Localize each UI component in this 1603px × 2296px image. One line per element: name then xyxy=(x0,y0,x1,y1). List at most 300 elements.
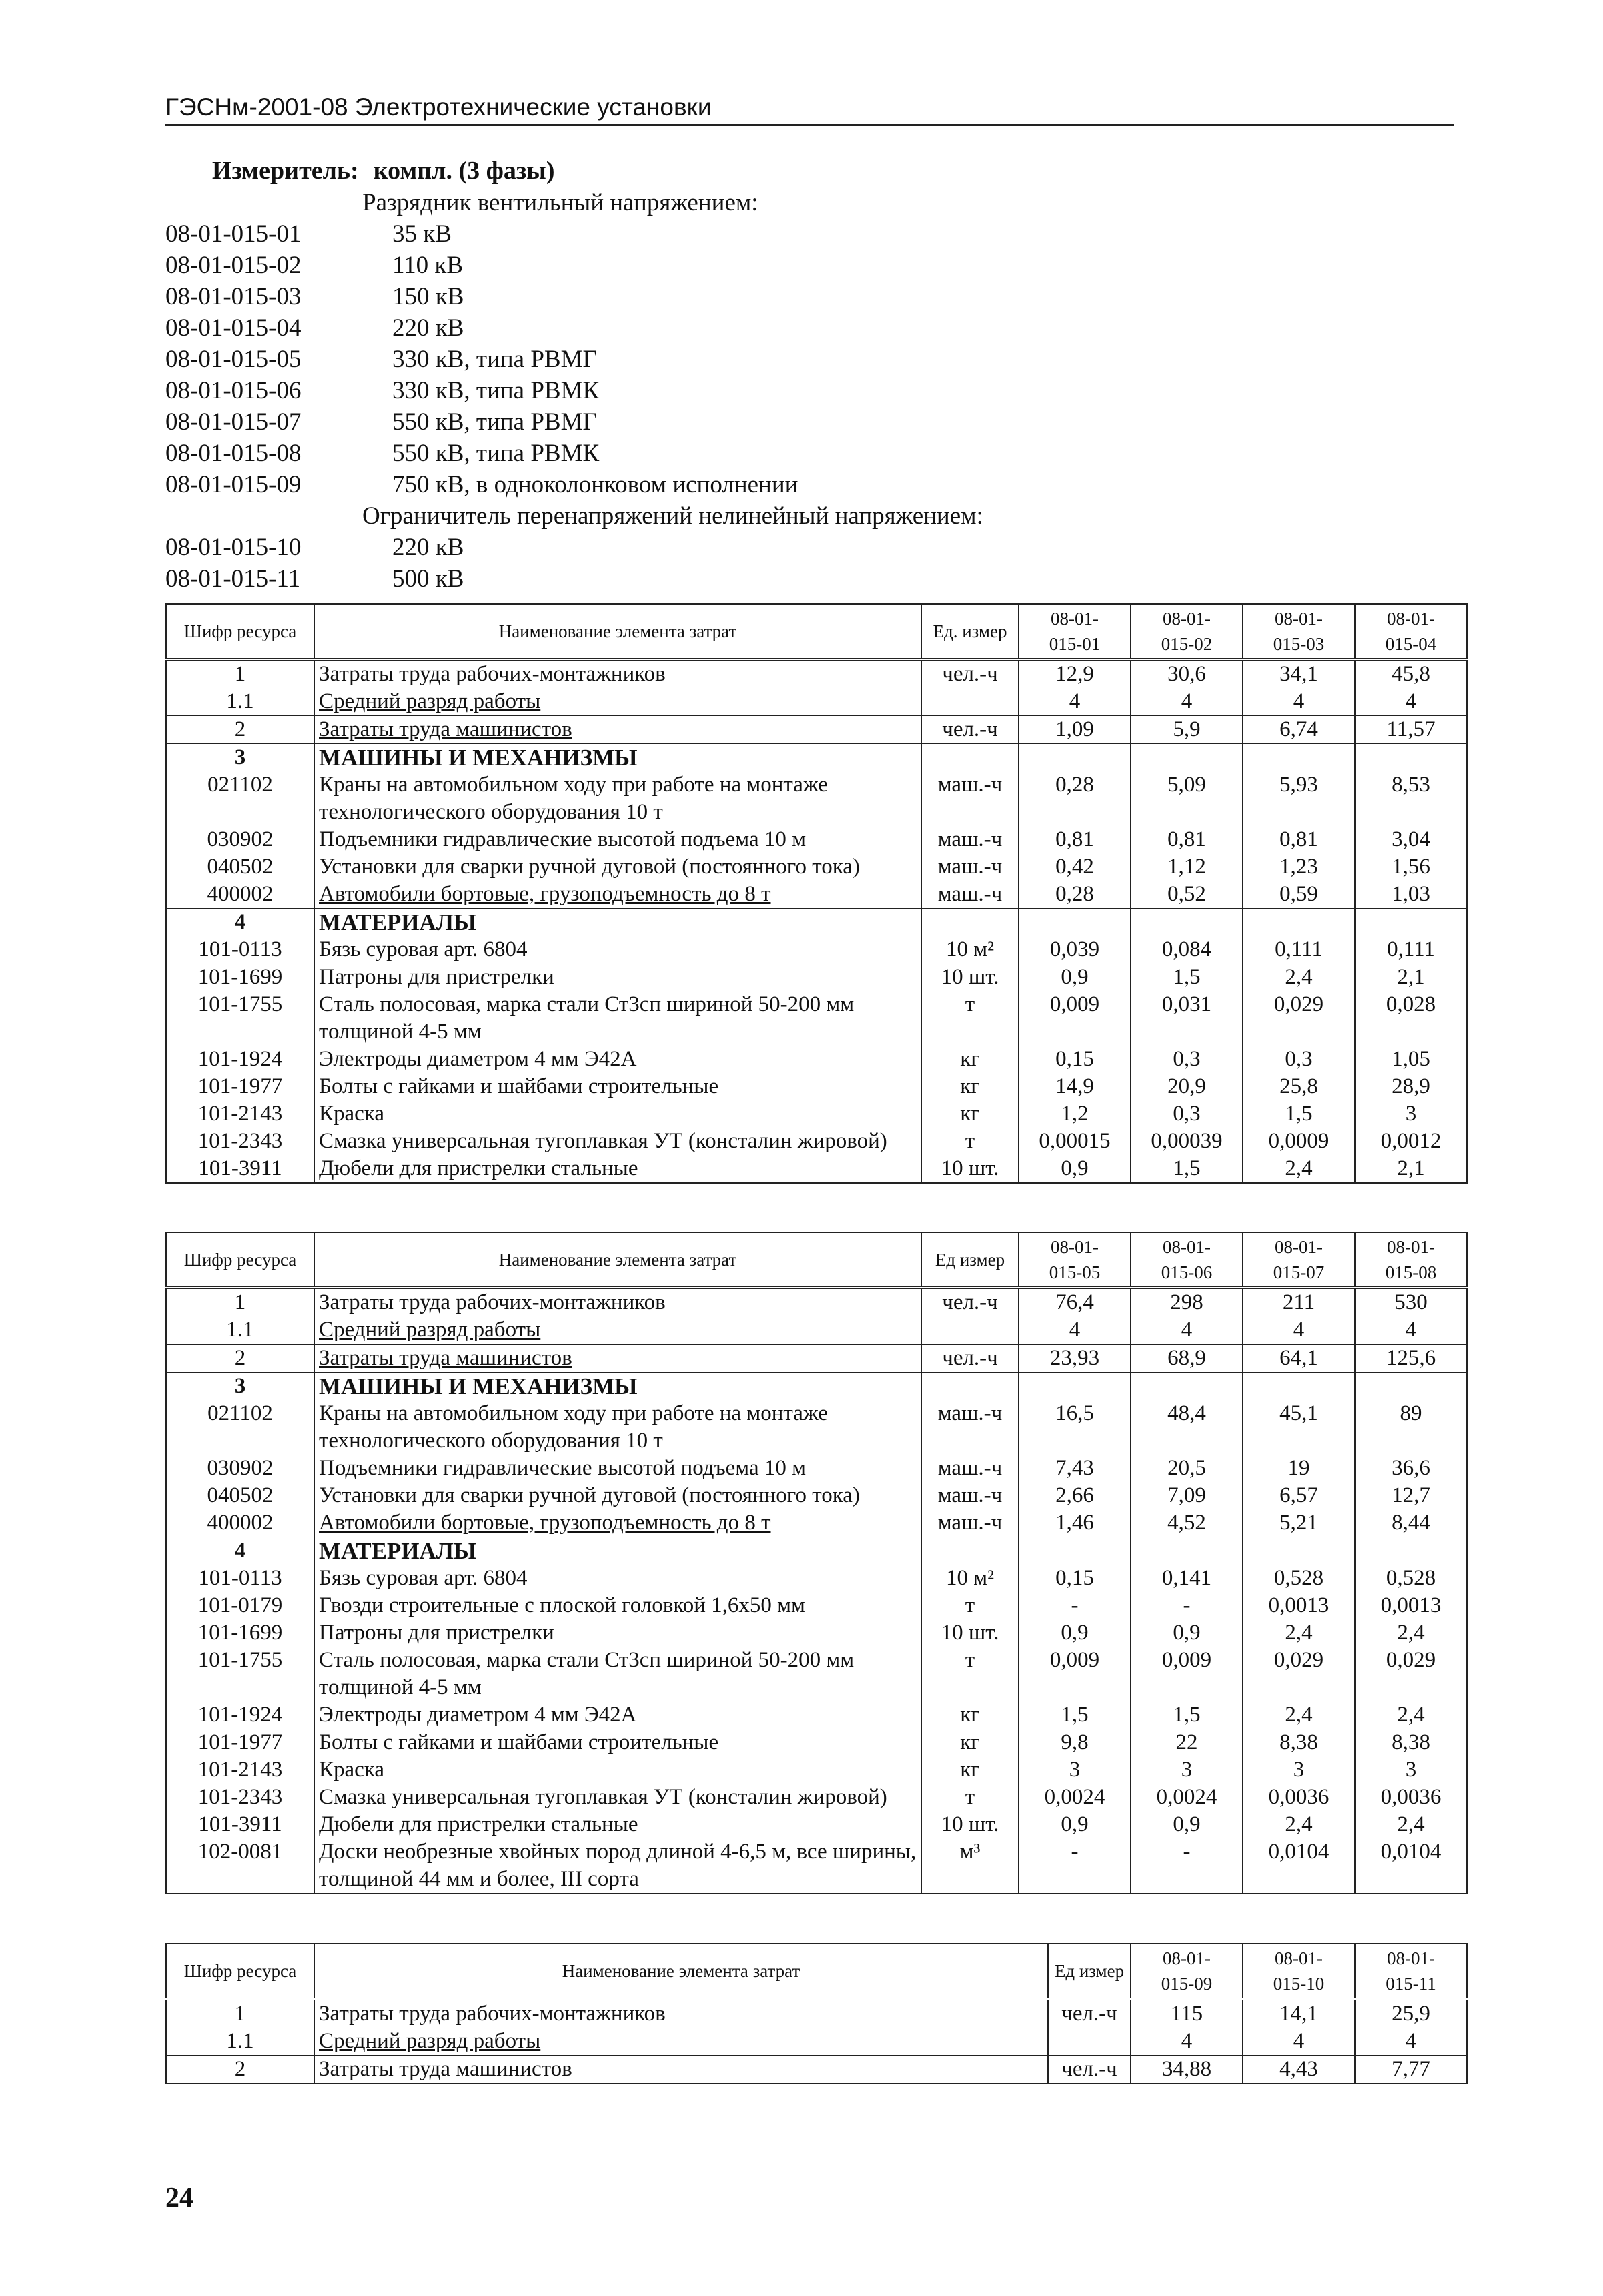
resource-code: 101-2343 xyxy=(166,1128,314,1155)
value-cell xyxy=(1131,1537,1243,1565)
page-header xyxy=(165,93,1454,126)
value-cell: 0,029 xyxy=(1355,1647,1467,1701)
value-cell: 0,3 xyxy=(1243,1046,1355,1073)
unit: кг xyxy=(921,1729,1019,1756)
column-header: 08-01- 015-04 xyxy=(1355,604,1467,659)
resource-code: 040502 xyxy=(166,853,314,881)
value-cell: 0,0036 xyxy=(1355,1784,1467,1811)
item-text: 150 кВ xyxy=(392,283,464,310)
column-header: 08-01- 015-07 xyxy=(1243,1232,1355,1288)
value-cell xyxy=(1243,909,1355,937)
value-cell: 1,03 xyxy=(1355,881,1467,909)
value-cell: 4 xyxy=(1355,2028,1467,2056)
item-text: 750 кВ, в одноколонковом исполнении xyxy=(392,471,798,498)
value-cell: 3 xyxy=(1019,1756,1131,1784)
unit: кг xyxy=(921,1073,1019,1100)
resource-code: 101-3911 xyxy=(166,1811,314,1838)
resource-table-3 xyxy=(165,1943,1468,2084)
value-cell xyxy=(1019,909,1131,937)
value-cell: 30,6 xyxy=(1131,659,1243,688)
value-cell: 7,77 xyxy=(1355,2056,1467,2084)
value-cell: 0,52 xyxy=(1131,881,1243,909)
cost-element-name: Средний разряд работы xyxy=(314,2028,1048,2056)
item-text: 220 кВ xyxy=(392,534,464,561)
unit xyxy=(921,744,1019,772)
value-cell: 7,43 xyxy=(1019,1455,1131,1482)
value-cell: 0,111 xyxy=(1243,936,1355,964)
unit: кг xyxy=(921,1756,1019,1784)
column-header: 08-01- 015-08 xyxy=(1355,1232,1467,1288)
value-cell: 0,084 xyxy=(1131,936,1243,964)
table-row xyxy=(166,1100,1467,1128)
value-cell: 8,53 xyxy=(1355,771,1467,826)
value-cell: - xyxy=(1131,1838,1243,1894)
column-header: 08-01- 015-02 xyxy=(1131,604,1243,659)
item-text: 220 кВ xyxy=(392,314,464,342)
column-header: Наименование элемента затрат xyxy=(314,604,921,659)
resource-code: 400002 xyxy=(166,881,314,909)
unit xyxy=(921,1316,1019,1345)
value-cell: 8,38 xyxy=(1243,1729,1355,1756)
cost-element-name: Сталь полосовая, марка стали Ст3сп шириной 50-200 мм толщиной 4-5 мм xyxy=(314,1647,921,1701)
value-cell: 4 xyxy=(1355,1316,1467,1345)
unit: т xyxy=(921,1592,1019,1619)
value-cell: 0,141 xyxy=(1131,1565,1243,1592)
value-cell: 0,029 xyxy=(1243,991,1355,1046)
table-row xyxy=(166,1288,1467,1316)
value-cell: 4,52 xyxy=(1131,1509,1243,1537)
table-row xyxy=(166,1784,1467,1811)
table-row xyxy=(166,1756,1467,1784)
column-header: Ед измер xyxy=(1048,1944,1131,1999)
table-row xyxy=(166,716,1467,744)
value-cell: 125,6 xyxy=(1355,1345,1467,1373)
item-code: 08-01-015-04 xyxy=(165,314,302,342)
resource-code: 101-2143 xyxy=(166,1100,314,1128)
measure-line xyxy=(212,156,554,185)
value-cell: 1,12 xyxy=(1131,853,1243,881)
value-cell xyxy=(1243,1373,1355,1401)
value-cell: 5,93 xyxy=(1243,771,1355,826)
cost-element-name: Затраты труда рабочих-монтажников xyxy=(314,659,921,688)
column-header: Шифр ресурса xyxy=(166,1232,314,1288)
column-header: Шифр ресурса xyxy=(166,1944,314,1999)
unit: т xyxy=(921,1647,1019,1701)
table-row xyxy=(166,1073,1467,1100)
value-cell: 9,8 xyxy=(1019,1729,1131,1756)
value-cell xyxy=(1243,1537,1355,1565)
resource-code: 101-1699 xyxy=(166,964,314,991)
unit: кг xyxy=(921,1701,1019,1729)
value-cell: 4 xyxy=(1131,2028,1243,2056)
cost-element-name: Средний разряд работы xyxy=(314,1316,921,1345)
unit xyxy=(921,688,1019,716)
value-cell: 0,15 xyxy=(1019,1046,1131,1073)
value-cell: 0,028 xyxy=(1355,991,1467,1046)
cost-element-name: Затраты труда рабочих-монтажников xyxy=(314,1288,921,1316)
value-cell: 4,43 xyxy=(1243,2056,1355,2084)
value-cell: 4 xyxy=(1355,688,1467,716)
value-cell: 0,28 xyxy=(1019,771,1131,826)
resource-table-2 xyxy=(165,1232,1468,1894)
resource-code: 101-1755 xyxy=(166,1647,314,1701)
cost-element-name: МАТЕРИАЛЫ xyxy=(314,1537,921,1565)
item-text: 550 кВ, типа РВМГ xyxy=(392,408,597,436)
value-cell: 2,1 xyxy=(1355,1155,1467,1183)
table-row xyxy=(166,1345,1467,1373)
value-cell: 0,81 xyxy=(1131,826,1243,853)
value-cell: 2,4 xyxy=(1243,1811,1355,1838)
table-row xyxy=(166,1373,1467,1401)
item-code: 08-01-015-10 xyxy=(165,534,302,561)
unit: м³ xyxy=(921,1838,1019,1894)
table-row xyxy=(166,853,1467,881)
value-cell xyxy=(1355,744,1467,772)
cost-element-name: Подъемники гидравлические высотой подъема 10 м xyxy=(314,1455,921,1482)
value-cell: 0,9 xyxy=(1131,1619,1243,1647)
resource-code: 040502 xyxy=(166,1482,314,1509)
table-row xyxy=(166,1592,1467,1619)
resource-code: 101-1977 xyxy=(166,1073,314,1100)
cost-element-name: Патроны для пристрелки xyxy=(314,964,921,991)
value-cell: 25,8 xyxy=(1243,1073,1355,1100)
value-cell: 6,57 xyxy=(1243,1482,1355,1509)
value-cell: 1,5 xyxy=(1131,964,1243,991)
resource-code: 021102 xyxy=(166,771,314,826)
column-header: 08-01- 015-03 xyxy=(1243,604,1355,659)
cost-element-name: Затраты труда машинистов xyxy=(314,2056,1048,2084)
value-cell: 14,9 xyxy=(1019,1073,1131,1100)
cost-element-name: Краны на автомобильном ходу при работе на монтаже технологического оборудования 10 т xyxy=(314,771,921,826)
cost-element-name: Гвозди строительные с плоской головкой 1,6х50 мм xyxy=(314,1592,921,1619)
value-cell: 0,9 xyxy=(1019,964,1131,991)
value-cell: 0,0104 xyxy=(1355,1838,1467,1894)
value-cell: 2,4 xyxy=(1243,1619,1355,1647)
value-cell: 45,1 xyxy=(1243,1400,1355,1455)
value-cell: 4 xyxy=(1243,1316,1355,1345)
resource-code: 101-0179 xyxy=(166,1592,314,1619)
cost-element-name: Краска xyxy=(314,1756,921,1784)
table-row xyxy=(166,1647,1467,1701)
value-cell: 20,9 xyxy=(1131,1073,1243,1100)
value-cell: 3 xyxy=(1355,1100,1467,1128)
table-row xyxy=(166,1565,1467,1592)
value-cell: 0,3 xyxy=(1131,1046,1243,1073)
cost-element-name: Сталь полосовая, марка стали Ст3сп шириной 50-200 мм толщиной 4-5 мм xyxy=(314,991,921,1046)
unit: маш.-ч xyxy=(921,1455,1019,1482)
table-row xyxy=(166,881,1467,909)
value-cell: 0,9 xyxy=(1019,1155,1131,1183)
table-row xyxy=(166,936,1467,964)
unit: маш.-ч xyxy=(921,1509,1019,1537)
value-cell: 3 xyxy=(1355,1756,1467,1784)
value-cell: 12,7 xyxy=(1355,1482,1467,1509)
value-cell: 6,74 xyxy=(1243,716,1355,744)
value-cell: 0,9 xyxy=(1019,1811,1131,1838)
value-cell: 0,9 xyxy=(1131,1811,1243,1838)
value-cell: 1,5 xyxy=(1131,1701,1243,1729)
resource-code: 1 xyxy=(166,1288,314,1316)
value-cell: 0,0013 xyxy=(1355,1592,1467,1619)
item-code: 08-01-015-01 xyxy=(165,220,302,248)
value-cell: 0,0036 xyxy=(1243,1784,1355,1811)
table-row xyxy=(166,1838,1467,1894)
resource-code: 030902 xyxy=(166,826,314,853)
resource-code: 2 xyxy=(166,2056,314,2084)
value-cell: 34,1 xyxy=(1243,659,1355,688)
resource-code: 101-1924 xyxy=(166,1701,314,1729)
unit xyxy=(921,909,1019,937)
table-row xyxy=(166,688,1467,716)
value-cell: 19 xyxy=(1243,1455,1355,1482)
value-cell: 0,9 xyxy=(1019,1619,1131,1647)
table-row xyxy=(166,2028,1467,2056)
table-row xyxy=(166,659,1467,688)
resource-code: 1.1 xyxy=(166,1316,314,1345)
table-row xyxy=(166,1701,1467,1729)
unit: чел.-ч xyxy=(921,716,1019,744)
value-cell: 0,0024 xyxy=(1019,1784,1131,1811)
value-cell: 22 xyxy=(1131,1729,1243,1756)
table-row xyxy=(166,1999,1467,2028)
item-code: 08-01-015-02 xyxy=(165,252,302,279)
value-cell: 0,111 xyxy=(1355,936,1467,964)
resource-code: 4 xyxy=(166,909,314,937)
item-text: 330 кВ, типа РВМГ xyxy=(392,346,597,373)
value-cell: 4 xyxy=(1131,688,1243,716)
value-cell: 1,5 xyxy=(1131,1155,1243,1183)
unit: маш.-ч xyxy=(921,881,1019,909)
unit: 10 шт. xyxy=(921,1155,1019,1183)
table-header-row xyxy=(166,1232,1467,1288)
value-cell xyxy=(1131,744,1243,772)
value-cell: 1,46 xyxy=(1019,1509,1131,1537)
value-cell: 0,42 xyxy=(1019,853,1131,881)
column-header: Ед. измер xyxy=(921,604,1019,659)
table-row xyxy=(166,1128,1467,1155)
table-row xyxy=(166,771,1467,826)
value-cell: 4 xyxy=(1019,688,1131,716)
resource-code: 101-0113 xyxy=(166,936,314,964)
value-cell: 3 xyxy=(1131,1756,1243,1784)
value-cell: 0,528 xyxy=(1243,1565,1355,1592)
value-cell: 1,05 xyxy=(1355,1046,1467,1073)
value-cell: 2,4 xyxy=(1243,1155,1355,1183)
value-cell: 298 xyxy=(1131,1288,1243,1316)
item-code: 08-01-015-05 xyxy=(165,346,302,373)
unit: 10 шт. xyxy=(921,964,1019,991)
value-cell: 36,6 xyxy=(1355,1455,1467,1482)
unit: 10 м² xyxy=(921,1565,1019,1592)
resource-code: 3 xyxy=(166,1373,314,1401)
value-cell: 23,93 xyxy=(1019,1345,1131,1373)
resource-code: 1.1 xyxy=(166,2028,314,2056)
value-cell: 5,9 xyxy=(1131,716,1243,744)
value-cell xyxy=(1131,1373,1243,1401)
cost-element-name: Автомобили бортовые, грузоподъемность до 8 т xyxy=(314,881,921,909)
cost-element-name: Патроны для пристрелки xyxy=(314,1619,921,1647)
value-cell: 1,09 xyxy=(1019,716,1131,744)
value-cell: 3,04 xyxy=(1355,826,1467,853)
table-row xyxy=(166,2056,1467,2084)
resource-code: 101-1924 xyxy=(166,1046,314,1073)
unit: кг xyxy=(921,1046,1019,1073)
unit: чел.-ч xyxy=(1048,1999,1131,2028)
value-cell: 0,28 xyxy=(1019,881,1131,909)
resource-code: 2 xyxy=(166,716,314,744)
value-cell xyxy=(1355,1537,1467,1565)
unit: маш.-ч xyxy=(921,826,1019,853)
value-cell: 0,0009 xyxy=(1243,1128,1355,1155)
resource-code: 101-3911 xyxy=(166,1155,314,1183)
resource-code: 030902 xyxy=(166,1455,314,1482)
value-cell: 211 xyxy=(1243,1288,1355,1316)
item-code: 08-01-015-06 xyxy=(165,377,302,404)
value-cell: 0,3 xyxy=(1131,1100,1243,1128)
value-cell: 16,5 xyxy=(1019,1400,1131,1455)
column-header: 08-01- 015-06 xyxy=(1131,1232,1243,1288)
table-row xyxy=(166,991,1467,1046)
cost-element-name: Краска xyxy=(314,1100,921,1128)
unit: маш.-ч xyxy=(921,1400,1019,1455)
table-row xyxy=(166,964,1467,991)
unit xyxy=(921,1537,1019,1565)
unit: маш.-ч xyxy=(921,771,1019,826)
unit: чел.-ч xyxy=(921,1288,1019,1316)
resource-code: 101-2143 xyxy=(166,1756,314,1784)
value-cell: 0,0104 xyxy=(1243,1838,1355,1894)
page-number: 24 xyxy=(165,2183,193,2213)
value-cell: 4 xyxy=(1243,2028,1355,2056)
value-cell: 8,44 xyxy=(1355,1509,1467,1537)
unit: маш.-ч xyxy=(921,853,1019,881)
cost-element-name: МАШИНЫ И МЕХАНИЗМЫ xyxy=(314,1373,921,1401)
table-row xyxy=(166,1455,1467,1482)
value-cell: 0,0012 xyxy=(1355,1128,1467,1155)
column-header: Наименование элемента затрат xyxy=(314,1944,1048,1999)
resource-code: 3 xyxy=(166,744,314,772)
column-header: 08-01- 015-01 xyxy=(1019,604,1131,659)
value-cell: 2,4 xyxy=(1355,1701,1467,1729)
value-cell: 0,009 xyxy=(1019,1647,1131,1701)
resource-table-1 xyxy=(165,603,1468,1184)
cost-element-name: Электроды диаметром 4 мм Э42А xyxy=(314,1701,921,1729)
group-text: Разрядник вентильный напряжением: xyxy=(362,189,758,216)
resource-code: 400002 xyxy=(166,1509,314,1537)
cost-element-name: Электроды диаметром 4 мм Э42А xyxy=(314,1046,921,1073)
unit: т xyxy=(921,1784,1019,1811)
value-cell xyxy=(1243,744,1355,772)
value-cell: 1,56 xyxy=(1355,853,1467,881)
value-cell: 4 xyxy=(1019,1316,1131,1345)
value-cell: 8,38 xyxy=(1355,1729,1467,1756)
table-row xyxy=(166,744,1467,772)
value-cell: 1,5 xyxy=(1019,1701,1131,1729)
unit: кг xyxy=(921,1100,1019,1128)
item-text: 500 кВ xyxy=(392,565,464,593)
value-cell: 3 xyxy=(1243,1756,1355,1784)
table-row xyxy=(166,1400,1467,1455)
value-cell: 25,9 xyxy=(1355,1999,1467,2028)
cost-element-name: Дюбели для пристрелки стальные xyxy=(314,1155,921,1183)
value-cell: 34,88 xyxy=(1131,2056,1243,2084)
value-cell: 0,009 xyxy=(1019,991,1131,1046)
value-cell: 0,81 xyxy=(1243,826,1355,853)
cost-element-name: Краны на автомобильном ходу при работе на монтаже технологического оборудования 10 т xyxy=(314,1400,921,1455)
value-cell xyxy=(1019,1373,1131,1401)
unit: 10 шт. xyxy=(921,1619,1019,1647)
table-header-row xyxy=(166,1944,1467,1999)
value-cell: 115 xyxy=(1131,1999,1243,2028)
value-cell: 0,039 xyxy=(1019,936,1131,964)
unit: т xyxy=(921,991,1019,1046)
cost-element-name: Болты с гайками и шайбами строительные xyxy=(314,1729,921,1756)
cost-element-name: Установки для сварки ручной дуговой (постоянного тока) xyxy=(314,853,921,881)
resource-code: 102-0081 xyxy=(166,1838,314,1894)
value-cell: 0,00039 xyxy=(1131,1128,1243,1155)
cost-element-name: Подъемники гидравлические высотой подъема 10 м xyxy=(314,826,921,853)
item-code: 08-01-015-08 xyxy=(165,440,302,467)
value-cell xyxy=(1131,909,1243,937)
value-cell: 89 xyxy=(1355,1400,1467,1455)
value-cell: 64,1 xyxy=(1243,1345,1355,1373)
value-cell: 12,9 xyxy=(1019,659,1131,688)
resource-code: 1.1 xyxy=(166,688,314,716)
value-cell: 0,15 xyxy=(1019,1565,1131,1592)
cost-element-name: Бязь суровая арт. 6804 xyxy=(314,936,921,964)
table-row xyxy=(166,1811,1467,1838)
value-cell xyxy=(1355,909,1467,937)
value-cell: 28,9 xyxy=(1355,1073,1467,1100)
column-header: 08-01- 015-09 xyxy=(1131,1944,1243,1999)
table-header-row xyxy=(166,604,1467,659)
value-cell: 0,528 xyxy=(1355,1565,1467,1592)
unit xyxy=(1048,2028,1131,2056)
resource-code: 101-2343 xyxy=(166,1784,314,1811)
value-cell: 48,4 xyxy=(1131,1400,1243,1455)
item-text: 330 кВ, типа РВМК xyxy=(392,377,600,404)
unit: чел.-ч xyxy=(921,659,1019,688)
unit: 10 шт. xyxy=(921,1811,1019,1838)
value-cell xyxy=(1019,744,1131,772)
resource-code: 021102 xyxy=(166,1400,314,1455)
column-header: Ед измер xyxy=(921,1232,1019,1288)
table-row xyxy=(166,826,1467,853)
cost-element-name: Автомобили бортовые, грузоподъемность до 8 т xyxy=(314,1509,921,1537)
value-cell: 5,09 xyxy=(1131,771,1243,826)
value-cell: 2,66 xyxy=(1019,1482,1131,1509)
value-cell: 1,2 xyxy=(1019,1100,1131,1128)
resource-code: 1 xyxy=(166,659,314,688)
cost-element-name: МАШИНЫ И МЕХАНИЗМЫ xyxy=(314,744,921,772)
value-cell: 4 xyxy=(1131,1316,1243,1345)
value-cell: 0,81 xyxy=(1019,826,1131,853)
value-cell: 1,5 xyxy=(1243,1100,1355,1128)
cost-element-name: Затраты труда рабочих-монтажников xyxy=(314,1999,1048,2028)
cost-element-name: Установки для сварки ручной дуговой (постоянного тока) xyxy=(314,1482,921,1509)
column-header: 08-01- 015-05 xyxy=(1019,1232,1131,1288)
table-row xyxy=(166,1619,1467,1647)
cost-element-name: Доски необрезные хвойных пород длиной 4-6,5 м, все ширины, толщиной 44 мм и более, III сорта xyxy=(314,1838,921,1894)
unit: маш.-ч xyxy=(921,1482,1019,1509)
table-row xyxy=(166,1046,1467,1073)
cost-element-name: Затраты труда машинистов xyxy=(314,716,921,744)
value-cell: 11,57 xyxy=(1355,716,1467,744)
cost-element-name: Болты с гайками и шайбами строительные xyxy=(314,1073,921,1100)
table-row xyxy=(166,1729,1467,1756)
column-header: Шифр ресурса xyxy=(166,604,314,659)
value-cell: 5,21 xyxy=(1243,1509,1355,1537)
